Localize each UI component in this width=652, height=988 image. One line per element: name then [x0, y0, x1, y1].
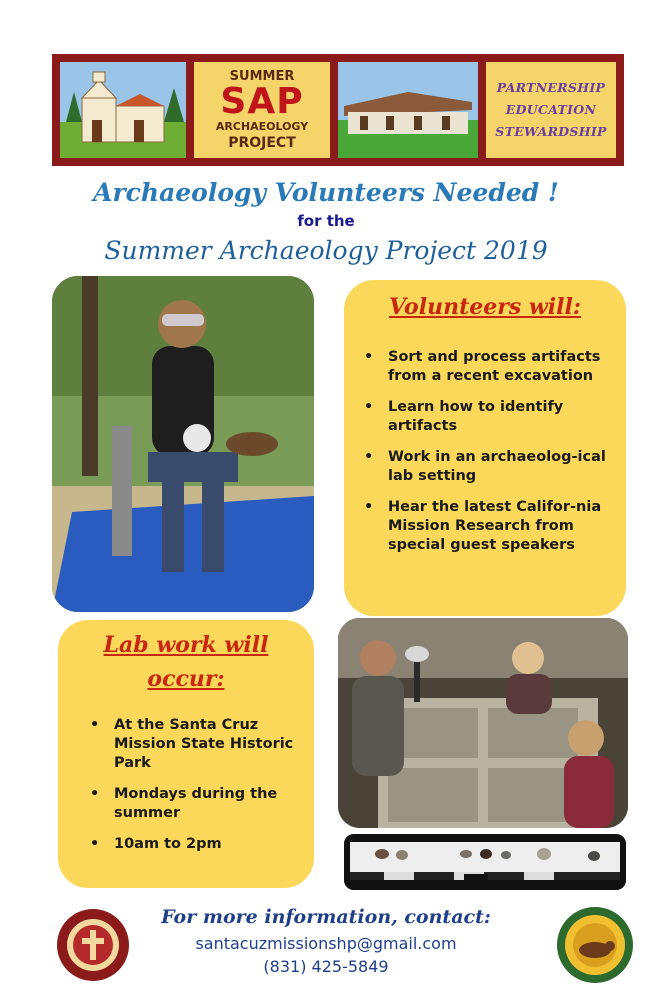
lab-work-title-line2: occur: — [147, 666, 225, 692]
bullet-icon: • — [90, 836, 100, 852]
artifact-scale-image — [344, 834, 626, 890]
bullet-icon: • — [364, 449, 374, 465]
sap-logo-project: PROJECT — [228, 135, 296, 151]
lab-work-title-line1: Lab work will — [103, 632, 269, 658]
sap-logo — [194, 62, 330, 158]
volunteer-photo — [52, 276, 314, 612]
lab-photo — [338, 618, 628, 828]
bullet-icon: • — [364, 399, 374, 415]
lab-work-title — [58, 628, 314, 696]
contact-email[interactable]: santacuzmissionshp@gmail.com — [195, 934, 457, 953]
list-item: • Sort and process artifacts from a recent excavation — [364, 349, 601, 384]
main-heading: Archaeology Volunteers Needed ! — [93, 178, 559, 207]
list-item: • At the Santa Cruz Mission State Historic Park — [90, 717, 294, 771]
values-panel — [486, 62, 616, 158]
list-item: • Hear the latest Califor-nia Mission Research from special guest speakers — [364, 499, 602, 553]
contact-heading: For more information, contact: — [161, 906, 491, 928]
list-item: • Work in an archaeolog-ical lab setting — [364, 449, 606, 484]
lab-details-list — [86, 716, 308, 866]
sap-logo-acronym: SAP — [220, 81, 304, 122]
list-item: • Mondays during the summer — [90, 786, 278, 821]
lab-illustration — [338, 618, 628, 828]
sap-logo-summer: SUMMER — [229, 69, 295, 84]
adobe-illustration — [338, 62, 478, 158]
volunteer-illustration — [52, 276, 314, 612]
artifact-scale-illustration — [344, 834, 626, 890]
adobe-building-image — [338, 62, 478, 158]
header-banner — [52, 54, 624, 166]
value-education: EDUCATION — [505, 102, 597, 117]
value-partnership: PARTNERSHIP — [496, 80, 606, 95]
sap-logo-archaeology: ARCHAEOLOGY — [215, 120, 309, 133]
list-item: • Learn how to identify artifacts — [364, 399, 564, 434]
volunteer-tasks-list — [360, 348, 618, 567]
volunteers-will-title: Volunteers will: — [389, 294, 581, 320]
value-stewardship: STEWARDSHIP — [495, 124, 607, 139]
project-heading: Summer Archaeology Project 2019 — [104, 236, 548, 265]
list-item: • 10am to 2pm — [90, 836, 222, 852]
mission-church-image — [60, 62, 186, 158]
church-illustration — [60, 62, 186, 158]
bullet-icon: • — [364, 349, 374, 365]
volunteers-will-card — [344, 280, 626, 616]
bullet-icon: • — [90, 717, 100, 733]
lab-work-card — [58, 620, 314, 888]
bullet-icon: • — [364, 499, 374, 515]
bullet-icon: • — [90, 786, 100, 802]
contact-phone[interactable]: (831) 425-5849 — [263, 957, 389, 976]
sub-heading: for the — [297, 212, 355, 230]
